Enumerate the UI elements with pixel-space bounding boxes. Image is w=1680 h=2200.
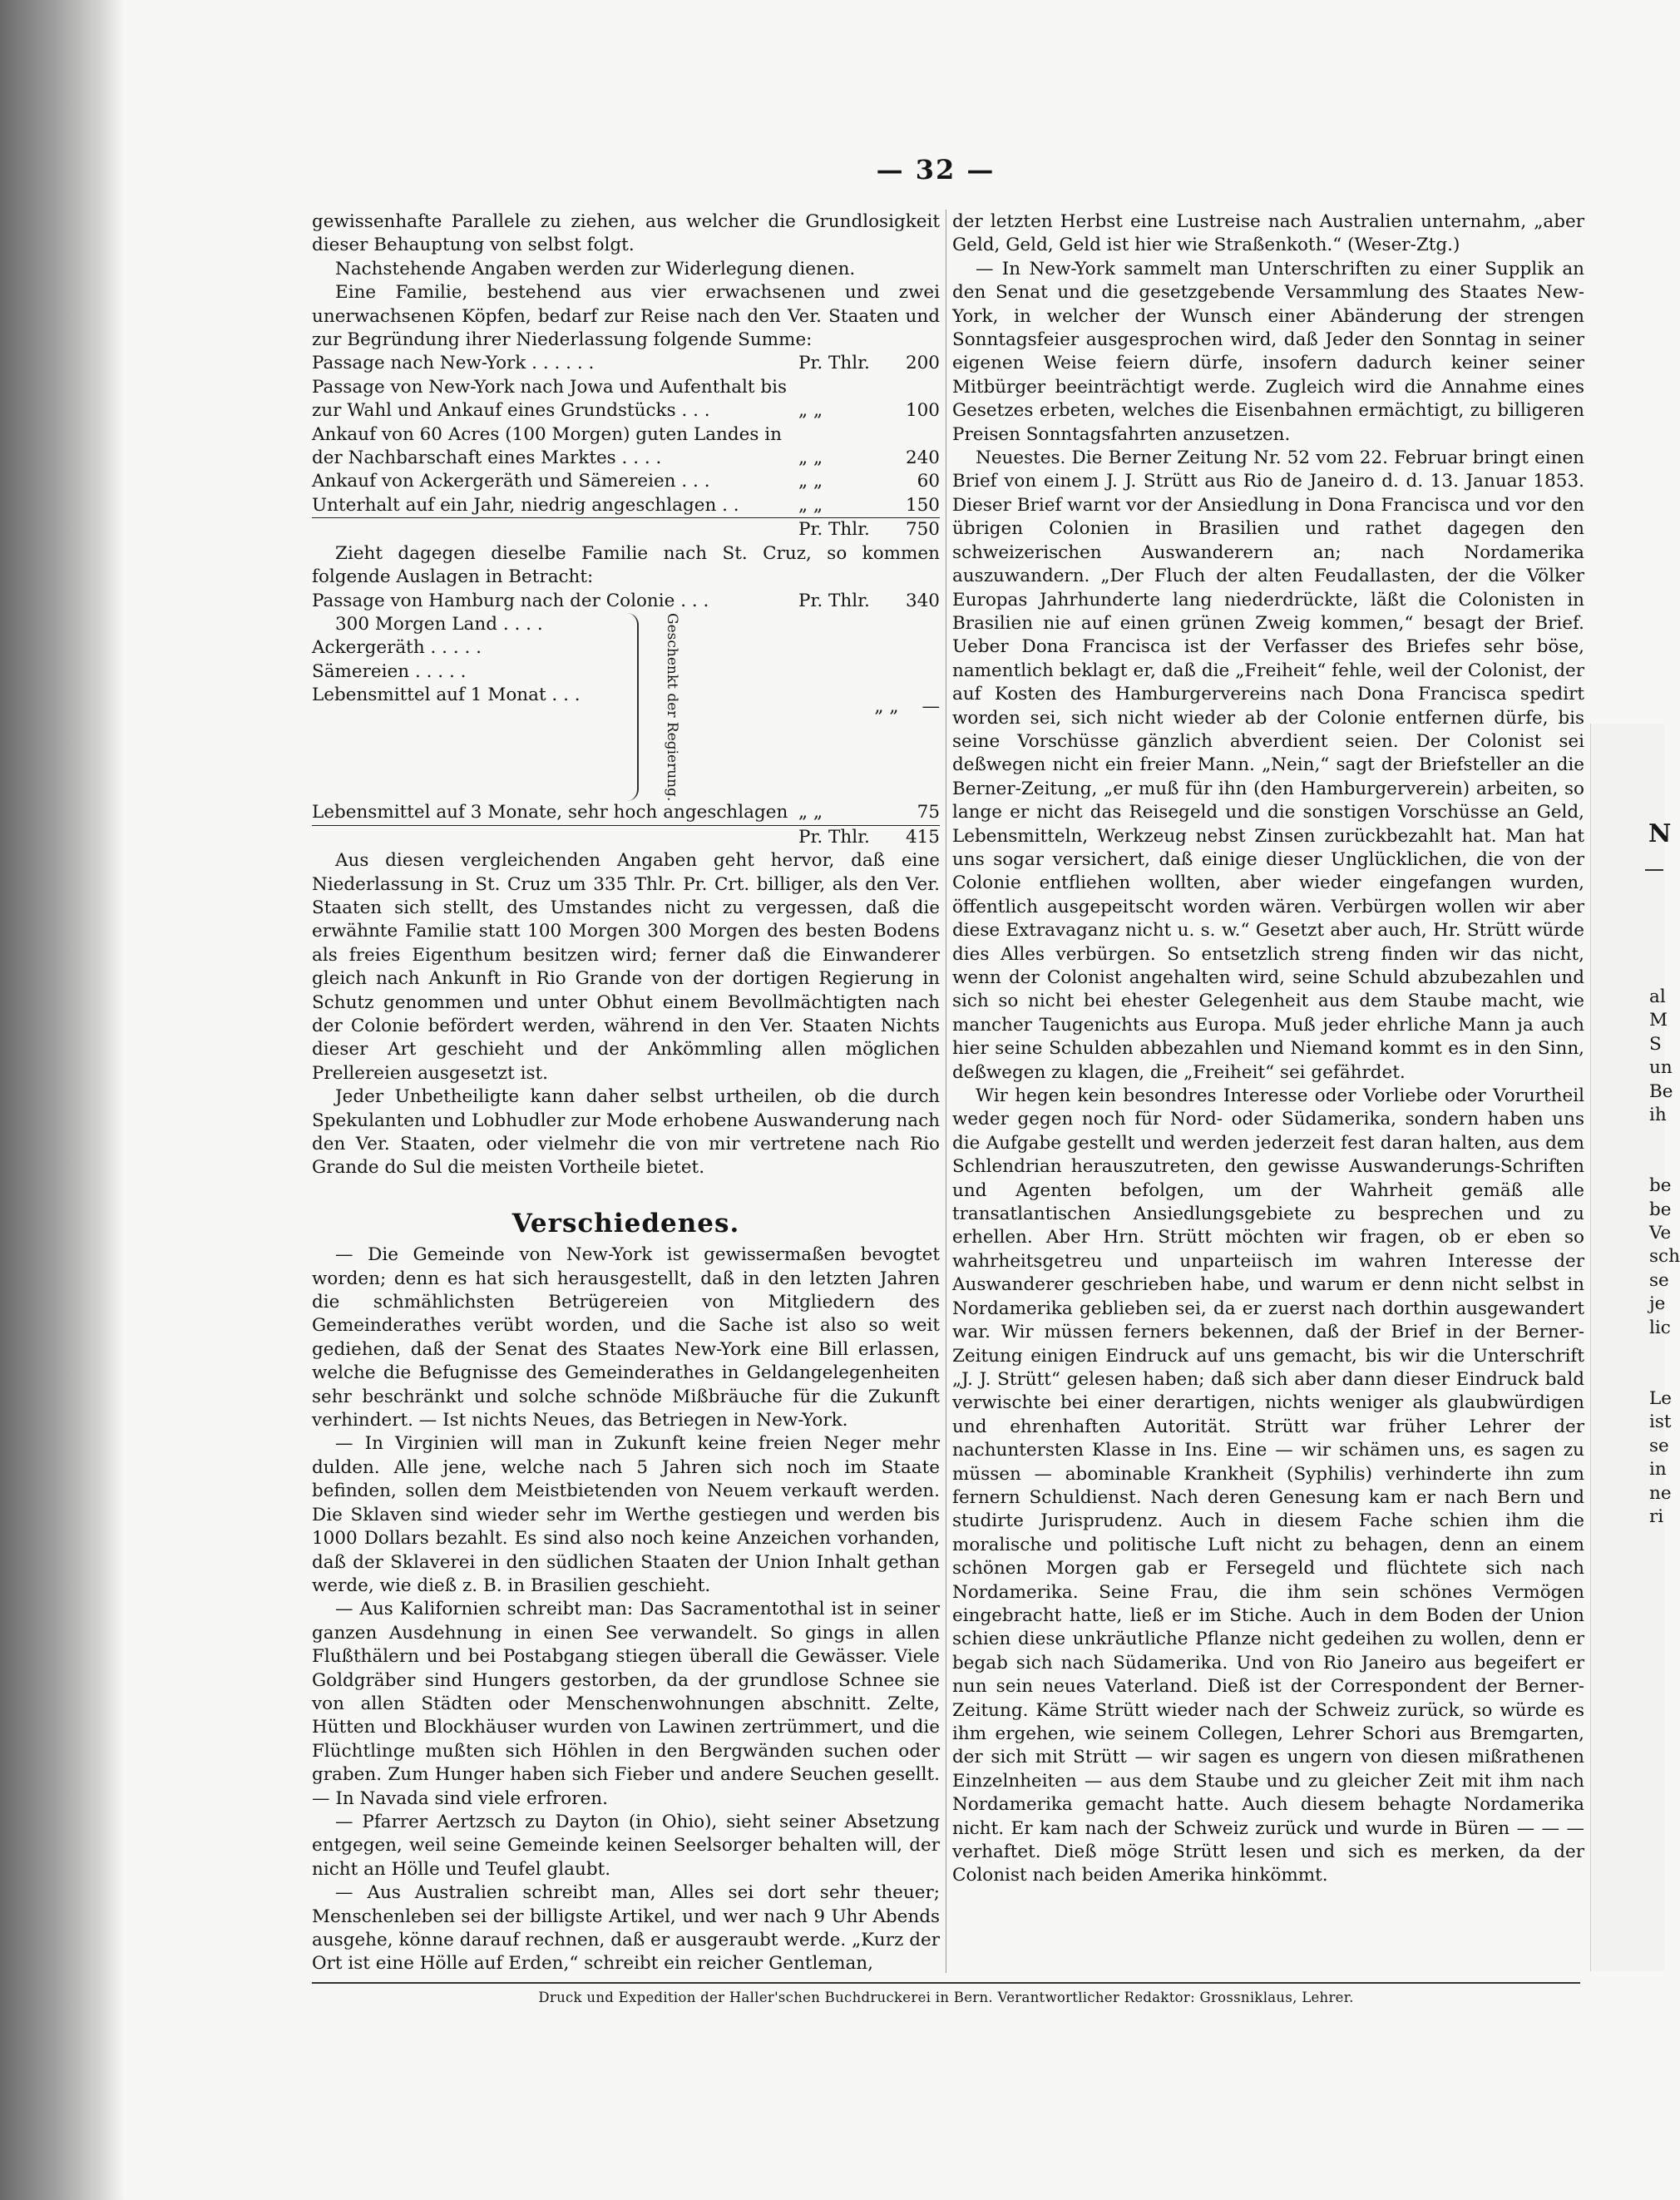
news-item: der letzten Herbst eine Lustreise nach Australien unternahm, „aber Geld, Geld, Geld ist hier wie Straßenkoth.“ (Weser-Ztg.)	[952, 211, 1584, 256]
intro-paragraph: gewissenhafte Parallele zu ziehen, aus welcher die Grundlosigkeit dieser Behauptung von selbst folgt.	[312, 211, 940, 256]
gift-values	[680, 613, 940, 801]
cost-currency: Pr. Thlr.	[798, 353, 870, 374]
news-item: — In New-York sammelt man Unterschriften zu einer Supplik an den Senat und die gesetzgebende Versammlung des Staates New-York, in welcher der Wunsch einer Abänderung der strengen Sonntagsfeier ausgesprochen wird, daß Jeder den Sonntag in seiner eigenen Weise feiern dürfe, insofern dadurch keiner seiner Mitbürger beeinträchtigt werde. Zugleich wird die Annahme eines Gesetzes erbeten, welches die Eisenbahnen ermächtigt, zu billigeren Preisen Sonntagsfahrten anzusetzen.	[952, 258, 1584, 445]
cost-row	[312, 399, 940, 423]
cost-item: Passage nach New-York . . . . . .	[312, 353, 595, 374]
cost-row	[312, 470, 940, 493]
cost-currency	[798, 423, 894, 447]
cost-amount: 340	[905, 590, 940, 611]
cost-item: Ankauf von Ackergeräth und Sämereien . . .	[312, 471, 710, 492]
cost-row	[312, 352, 940, 375]
cost-amount: 100	[905, 400, 940, 422]
intro-paragraph: Eine Familie, bestehend aus vier erwachsenen und zwei unerwachsenen Köpfen, bedarf zur Reise nach den Ver. Staaten und zur Begründung ihrer Niederlassung folgende Summe:	[312, 282, 940, 351]
left-column	[312, 210, 940, 1976]
news-item: — Aus Australien schreibt man, Alles sei dort sehr theuer; Menschenleben sei der billigste Artikel, und wer nach 9 Uhr Abends ausgehe, könne darauf rechnen, daß er ausgeraubt werde. „Kurz der Ort ist eine Hölle auf Erden,“ schreibt ein reicher Gentleman,	[312, 1882, 940, 1975]
total-currency: Pr. Thlr.	[798, 825, 894, 849]
news-item: — Die Gemeinde von New-York ist gewissermaßen bevogtet worden; denn es hat sich herausgestellt, daß in den letzten Jahren die schmählichsten Betrügereien von Mitgliedern des Gemeinderathes verübt worden, und die Sache ist also so weit gediehen, daß der Senat des Staates New-York eine Bill erlassen, welche die Befugnisse des Gemeinderathes in Geldangelegenheiten sehr beschränkt und solche schnöde Mißbräuche für die Zukunft verhindert. — Ist nichts Neues, das Betriegen in New-York.	[312, 1244, 940, 1431]
cost-amount	[894, 376, 940, 399]
cost-currency	[798, 376, 894, 399]
footer-rule	[312, 1982, 1580, 1984]
cost-item: der Nachbarschaft eines Marktes . . . .	[312, 447, 662, 469]
total-amount: 750	[894, 518, 940, 542]
cost-row	[312, 447, 940, 470]
cost-amount	[894, 423, 940, 447]
cost-row	[312, 801, 940, 825]
gift-items	[312, 613, 624, 801]
gift-item: Sämereien . . . . .	[312, 660, 467, 682]
adjacent-page-rule	[1645, 869, 1663, 871]
page-number: — 32 —	[876, 154, 996, 185]
cost-item: Passage von New-York nach Jowa und Aufenthalt bis	[312, 376, 788, 398]
right-column	[952, 210, 1584, 1888]
cost-item: zur Wahl und Ankauf eines Grundstücks . . .	[312, 400, 710, 422]
cost-total-row	[312, 518, 940, 542]
conclusion-paragraph: Aus diesen vergleichenden Angaben geht hervor, daß eine Niederlassung in St. Cruz um 335 Thlr. Pr. Crt. billiger, als den Ver. Staaten sich stellt, des Umstandes nicht zu vergessen, daß die erwähnte Familie statt 100 Morgen 300 Morgen des besten Bodens als freies Eigenthum besitzen wird; ferner daß die Einwanderer gleich nach Ankunft in Rio Grande von der dortigen Regierung in Schutz genommen und unter Obhut einem Bevollmächtigten nach der Colonie befördert werden, während in den Ver. Staaten Nichts dieser Art geschieht und der Ankömmling allen möglichen Prellereien ausgesetzt ist.	[312, 850, 940, 1084]
cost-table-st-cruz-end	[312, 801, 940, 849]
cost-currency: „ „	[798, 447, 823, 469]
cost-amount: 150	[905, 494, 940, 516]
cost-item: Ankauf von 60 Acres (100 Morgen) guten Landes in	[312, 423, 782, 445]
gift-item: Ackergeräth . . . . .	[312, 637, 482, 659]
cost-item: Unterhalt auf ein Jahr, niedrig angeschlagen . .	[312, 494, 739, 516]
cost-amount: 200	[905, 353, 940, 374]
total-currency: Pr. Thlr.	[798, 518, 894, 542]
total-amount: 415	[894, 825, 940, 849]
news-item: — In Virginien will man in Zukunft keine freien Neger mehr dulden. Alle jene, welche nach 5 Jahren sich noch im Staate befinden, sollen dem Meistbietenden von Neuem verkauft werden. Die Sklaven sind wieder sehr im Werthe gestiegen und werden bis 1000 Dollars bezahlt. Es sind also noch keine Anzeichen vorhanden, daß der Sklaverei in den südlichen Staaten der Union Inhalt gethan werde, wie dieß z. B. in Brasilien geschieht.	[312, 1433, 940, 1596]
cost-item: Passage von Hamburg nach der Colonie . . .	[312, 590, 709, 611]
cost-amount: 60	[917, 471, 940, 492]
cost-currency: „ „	[798, 802, 823, 823]
cost-row	[312, 590, 940, 613]
curly-brace	[624, 613, 639, 801]
gift-group	[312, 613, 940, 801]
cost-currency: „ „	[798, 494, 823, 516]
news-item: — Aus Kalifornien schreibt man: Das Sacramentothal ist in seiner ganzen Ausdehnung in einen See verwandelt. So gings in allen Flußthälern und bei Postabgang stiegen überall die Gewässer. Viele Goldgräber sind Hungers gestorben, da der grundlose Schnee sie von allen Städten oder Menschenwohnungen abschnitt. Zelte, Hütten und Blockhäuser wurden von Lawinen zertrümmert, und die Flüchtlinge mußten sich Höhlen in den Bergwänden suchen oder graben. Zum Hunger haben sich Fieber und andere Seuchen gesellt. — In Navada sind viele erfroren.	[312, 1599, 940, 1809]
section-title: Verschiedenes.	[511, 1208, 740, 1238]
comparison-intro: Zieht dagegen dieselbe Familie nach St. Cruz, so kommen folgende Auslagen in Betracht:	[312, 542, 940, 588]
intro-paragraph: Nachstehende Angaben werden zur Widerlegung dienen.	[335, 258, 856, 279]
adjacent-page-fragments: al M S un Be ih be be Ve sch se je lic Le ist se in ne ri	[1649, 986, 1680, 1527]
scan-edge-shadow	[0, 0, 125, 2200]
imprint-footer: Druck und Expedition der Haller'schen Buchdruckerei in Bern. Verantwortlicher Redaktor: Grossniklaus, Lehrer.	[538, 1990, 1354, 2005]
cost-table-st-cruz	[312, 590, 940, 613]
gift-note: Geschenkt der Regierung.	[664, 612, 680, 802]
cost-row	[312, 423, 940, 447]
cost-amount: 240	[905, 447, 940, 469]
cost-currency: „ „	[798, 471, 823, 492]
news-item: Wir hegen kein besondres Interesse oder Vorliebe oder Vorurtheil weder gegen noch für Nord- oder Südamerika, sondern haben uns die Aufgabe gestellt und werden jederzeit fest daran halten, aus dem Schlendrian herauszutreten, den gewisse Auswanderungs-Schriften und Agenten befolgen, um der Wahrheit gemäß alle transatlantischen Ansiedlungsgebiete zu besprechen und zu erhellen. Aber Hrn. Strütt möchten wir fragen, ob er eben so wahrheitsgetreu und unparteiisch im wahren Interesse der Auswanderer geschrieben habe, und warum er denn nicht selbst in Nordamerika geblieben sei, da er zuerst nach dorthin ausgewandert war. Wir müssen ferners bekennen, daß der Brief in der Berner-Zeitung einigen Eindruck auf uns gemacht, bis wir die Unterschrift „J. J. Strütt“ gelesen haben; daß sich aber dann dieser Eindruck bald verwischte bei einer derartigen, nichts weniger als glaubwürdigen und ehrenhaften Autorität. Strütt war früher Lehrer der nachuntersten Klasse in Ins. Eine — wir schämen uns, es sagen zu müssen — abominable Krankheit (Syphilis) verhinderte ihn zum fernern Schuldienst. Nach deren Genesung kam er nach Bern und studirte Jurisprudenz. Auch in diesem Fache schien ihm die moralische und politische Luft nicht zu behagen, denn an einem schönen Morgen gab er Fersegeld und flüchtete sich nach Nordamerika. Seine Frau, die ihm sein schönes Vermögen eingebracht hatte, ließ er im Stiche. Auch in dem Boden der Union schien diese unkräutliche Pflanze nicht gedeihen zu wollen, denn er begab sich nach Südamerika. Und von Rio Janeiro aus begeifert er nun sein neues Vaterland. Dieß ist der Correspondent der Berner-Zeitung. Käme Strütt wieder nach der Schweiz zurück, so würde es ihm ergehen, wie seinem Collegen, Lehrer Schori aus Bremgarten, der sich mit Strütt — wir sagen es ungern von diesen mißrathenen Einzelnheiten — aus dem Staube und zu gleicher Zeit mit ihm nach Nordamerika gemacht hatte. Auch diesem behagte Nordamerika nicht. Er kam nach der Schweiz zurück und wurde in Büren — — — verhaftet. Dieß möge Strütt lesen und sich es merken, da der Colonist nach beiden Amerika hinkömmt.	[952, 1085, 1584, 1886]
cost-total-row	[312, 825, 940, 849]
news-item: — Pfarrer Aertzsch zu Dayton (in Ohio), sieht seiner Absetzung entgegen, weil seine Gemeinde keinen Seelsorger behalten will, der nicht an Hölle und Teufel glaubt.	[312, 1811, 940, 1880]
cost-row	[312, 494, 940, 518]
cost-currency: Pr. Thlr.	[798, 590, 870, 611]
cost-amount: 75	[917, 802, 940, 823]
gift-amount: —	[922, 695, 940, 717]
news-item: Neuestes. Die Berner Zeitung Nr. 52 vom 22. Februar bringt einen Brief von einem J. J. Strütt aus Rio de Janeiro d. d. 13. Januar 1853. Dieser Brief warnt vor der Ansiedlung in Dona Francisca und vor den übrigen Colonien in Brasilien und rathet dagegen den schweizerischen Auswanderern an; nach Nordamerika auszuwandern. „Der Fluch der alten Feudallasten, der die Völker Europas Jahrhunderte lang niederdrückte, läßt die Colonisten in Brasilien nie auf einen grünen Zweig kommen,“ besagt der Brief. Ueber Dona Francisca ist der Verfasser des Briefes sehr böse, namentlich beklagt er, daß die „Freiheit“ fehle, weil der Colonist, der auf Kosten des Hamburgervereins nach Dona Francisca spedirt worden sei, sich nicht wieder ab der Colonie entfernen dürfe, bis seine Vorschüsse gänzlich abverdient seien. Der Colonist sei deßwegen nicht ein freier Mann. „Nein,“ sagt der Briefsteller an die Berner-Zeitung, „er muß für ihn (den Hamburgerverein) arbeiten, so lange er nicht das Reisegeld und die sonstigen Vorschüsse an Geld, Lebensmitteln, Werkzeug nebst Zinsen zurückbezahlt hat. Man hat uns sogar versichert, daß einige dieser Unglücklichen, die von der Colonie entfliehen wollten, aber wieder eingefangen wurden, öffentlich ausgepeitscht worden wären. Verbürgen wollen wir aber diese Extravaganz nicht u. s. w.“ Gesetzt aber auch, Hr. Strütt würde dies Alles verbürgen. So entsetzlich streng finden wir das nicht, wenn der Colonist angehalten wird, seine Schuld abzubezahlen und sich so nicht bei ehester Gelegenheit aus dem Staube macht, wie mancher Taugenichts aus Europa. Muß jeder ehrliche Mann ja auch hier seine Schulden abbezahlen und Niemand kommt es in den Sinn, deßwegen zu klagen, die „Freiheit“ sei gefährdet.	[952, 447, 1584, 1083]
gift-currency: „ „	[874, 695, 899, 717]
cost-item: Lebensmittel auf 3 Monate, sehr hoch angeschlagen	[312, 802, 788, 823]
gift-item: Lebensmittel auf 1 Monat . . .	[312, 685, 581, 706]
cost-row	[312, 376, 940, 399]
cost-table-usa	[312, 352, 940, 541]
gift-item: 300 Morgen Land . . . .	[335, 613, 543, 635]
cost-currency: „ „	[798, 400, 823, 422]
adjacent-page-heading: N	[1648, 819, 1672, 848]
conclusion-paragraph: Jeder Unbetheiligte kann daher selbst urtheilen, ob die durch Spekulanten und Lobhudler zur Mode erhobene Auswanderung nach den Ver. Staaten, oder vielmehr die von mir vertretene nach Rio Grande do Sul die meisten Vortheile bietet.	[312, 1086, 940, 1179]
